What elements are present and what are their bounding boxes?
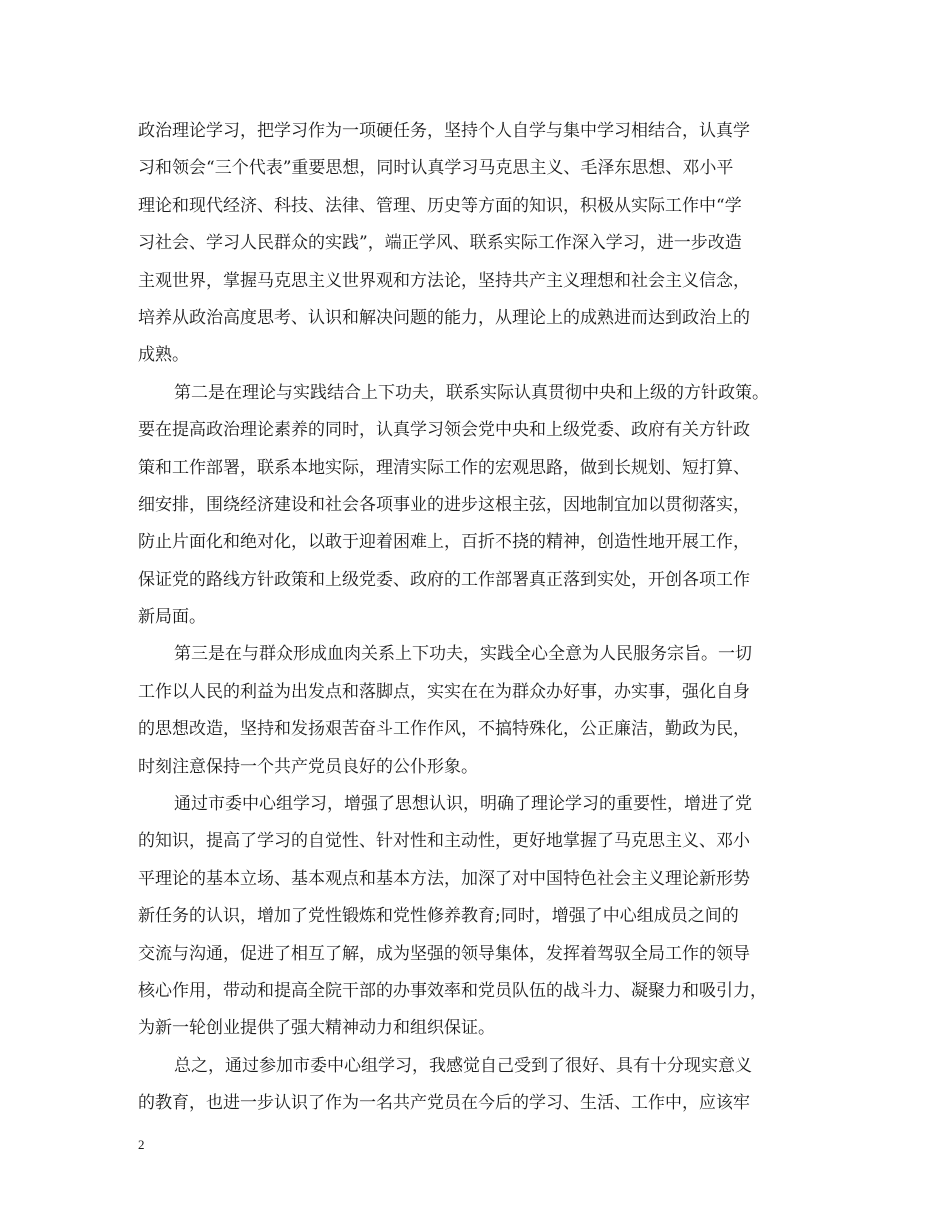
text-line: 策和工作部署，联系本地实际，理清实际工作的宏观思路，做到长规划、短打算、 [138, 457, 750, 478]
text-line: 防止片面化和绝对化，以敢于迎着困难上，百折不挠的精神，创造性地开展工作， [138, 532, 750, 553]
text-line: 为新一轮创业提供了强大精神动力和组织保证。 [138, 1018, 495, 1039]
text-line: 工作以人民的利益为出发点和落脚点，实实在在为群众办好事，办实事，强化自身 [138, 681, 750, 702]
text-line: 主观世界，掌握马克思主义世界观和方法论，坚持共产主义理想和社会主义信念， [138, 270, 750, 291]
paragraph-first-line: 第二是在理论与实践结合上下功夫，联系实际认真贯彻中央和上级的方针政策。 [174, 382, 769, 403]
text-line: 理论和现代经济、科技、法律、管理、历史等方面的知识，积极从实际工作中“学 [138, 195, 742, 216]
text-line: 培养从政治高度思考、认识和解决问题的能力，从理论上的成熟进而达到政治上的 [138, 307, 750, 328]
text-line: 成熟。 [138, 345, 189, 366]
text-line: 新局面。 [138, 607, 206, 628]
text-line: 习和领会“三个代表”重要思想，同时认真学习马克思主义、毛泽东思想、邓小平 [138, 158, 734, 179]
document-body [138, 113, 818, 1123]
text-line: 习社会、学习人民群众的实践”，端正学风、联系实际工作深入学习，进一步改造 [138, 233, 742, 254]
text-line: 保证党的路线方针政策和上级党委、政府的工作部署真正落到实处，开创各项工作 [138, 569, 750, 590]
text-line: 的知识，提高了学习的自觉性、针对性和主动性，更好地掌握了马克思主义、邓小 [138, 831, 750, 852]
paragraph-first-line: 总之，通过参加市委中心组学习，我感觉自己受到了很好、具有十分现实意义 [174, 1055, 752, 1076]
paragraph-first-line: 第三是在与群众形成血肉关系上下功夫，实践全心全意为人民服务宗旨。一切 [174, 644, 752, 665]
text-line: 时刻注意保持一个共产党员良好的公仆形象。 [138, 756, 478, 777]
text-line: 细安排，围绕经济建设和社会各项事业的进步这根主弦，因地制宜加以贯彻落实， [138, 494, 750, 515]
text-line: 交流与沟通，促进了相互了解，成为坚强的领导集体，发挥着驾驭全局工作的领导 [138, 943, 750, 964]
text-line: 核心作用，带动和提高全院干部的办事效率和党员队伍的战斗力、凝聚力和吸引力， [138, 980, 767, 1001]
page-number: 2 [138, 1137, 145, 1152]
text-line: 政治理论学习，把学习作为一项硬任务，坚持个人自学与集中学习相结合，认真学 [138, 121, 750, 141]
paragraph-first-line: 通过市委中心组学习，增强了思想认识，明确了理论学习的重要性，增进了党 [174, 794, 752, 815]
text-line: 平理论的基本立场、基本观点和基本方法，加深了对中国特色社会主义理论新形势 [138, 868, 750, 889]
text-line: 新任务的认识，增加了党性锻炼和党性修养教育;同时，增强了中心组成员之间的 [138, 906, 739, 927]
text-line: 要在提高政治理论素养的同时，认真学习领会党中央和上级党委、政府有关方针政 [138, 420, 750, 441]
text-line: 的思想改造，坚持和发扬艰苦奋斗工作作风，不搞特殊化，公正廉洁，勤政为民， [138, 719, 750, 740]
text-line: 的教育，也进一步认识了作为一名共产党员在今后的学习、生活、工作中，应该牢 [138, 1093, 750, 1114]
